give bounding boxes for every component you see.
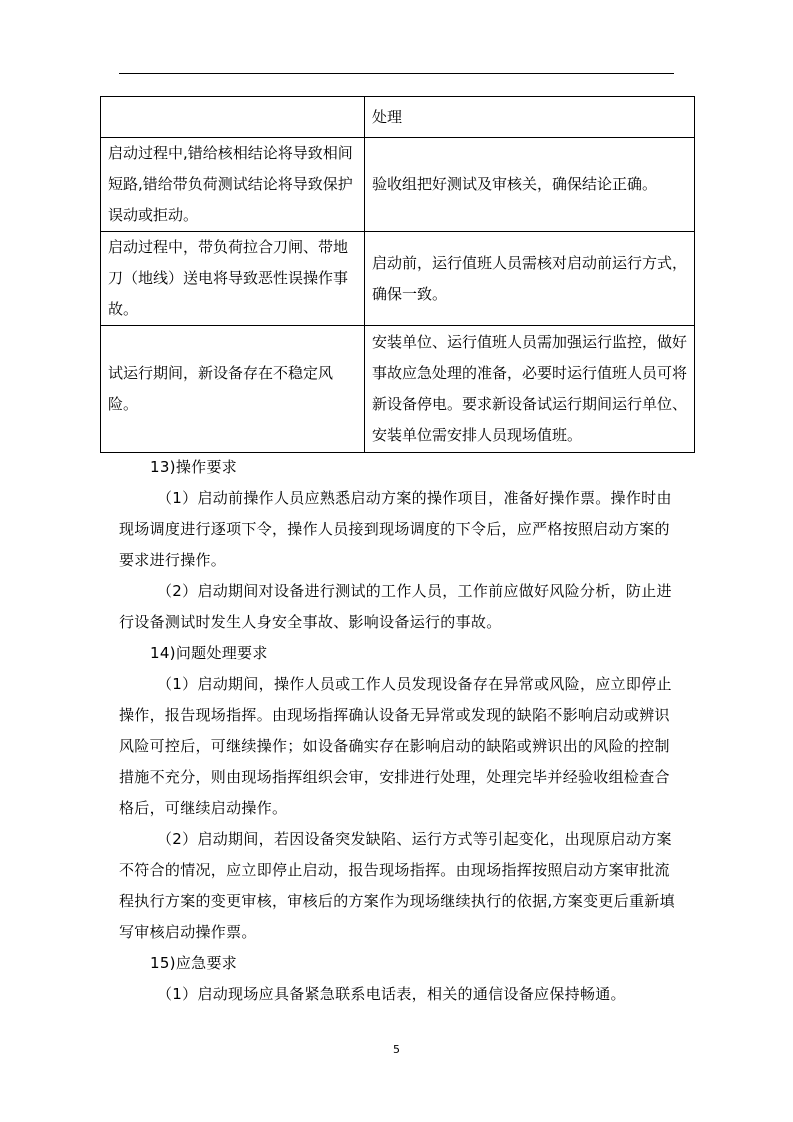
- paragraph: （1）启动现场应具备紧急联系电话表，相关的通信设备应保持畅通。: [157, 985, 626, 1003]
- paragraph: （2）启动期间，若因设备突发缺陷、运行方式等引起变化，出现原启动方案不符合的情况，应立即停止启动，报告现场指挥。由现场指挥按照启动方案审批流程执行方案的变更审核，审核后的方案作为现场继续执行的依据,方案变更后重新填写审核启动操作票。: [119, 830, 675, 941]
- risk-cell: 启动过程中，带负荷拉合刀闸、带地刀（地线）送电将导致恶性误操作事故。: [101, 232, 365, 326]
- risk-cell: [101, 97, 365, 138]
- table-row: [101, 232, 695, 326]
- section-emergency-requirements: [119, 948, 675, 1010]
- table-row: [101, 138, 695, 232]
- paragraph: （2）启动期间对设备进行测试的工作人员，工作前应做好风险分析，防止进行设备测试时发生人身安全事故、影响设备运行的事故。: [119, 582, 672, 631]
- section-heading: 14)问题处理要求: [150, 644, 268, 662]
- section-heading: 15)应急要求: [150, 954, 238, 972]
- measure-cell: 启动前，运行值班人员需核对启动前运行方式，确保一致。: [365, 232, 695, 326]
- measure-cell: 验收组把好测试及审核关，确保结论正确。: [365, 138, 695, 232]
- table-row: [101, 97, 695, 138]
- measure-cell: 安装单位、运行值班人员需加强运行监控，做好事故应急处理的准备，必要时运行值班人员可将新设备停电。要求新设备试运行期间运行单位、安装单位需安排人员现场值班。: [365, 326, 695, 453]
- measure-cell: 处理: [365, 97, 695, 138]
- paragraph: （1）启动期间，操作人员或工作人员发现设备存在异常或风险，应立即停止操作，报告现场指挥。由现场指挥确认设备无异常或发现的缺陷不影响启动或辨识风险可控后，可继续操作；如设备确实存在影响启动的缺陷或辨识出的风险的控制措施不充分，则由现场指挥组织会审，安排进行处理，处理完毕并经验收组检查合格后，可继续启动操作。: [119, 675, 672, 817]
- risk-cell: 试运行期间，新设备存在不稳定风险。: [101, 326, 365, 453]
- paragraph: （1）启动前操作人员应熟悉启动方案的操作项目，准备好操作票。操作时由现场调度进行逐项下令，操作人员接到现场调度的下令后，应严格按照启动方案的要求进行操作。: [119, 489, 672, 569]
- section-operation-requirements: [119, 452, 675, 638]
- risk-measures-table: [100, 96, 695, 453]
- header-rule: [119, 73, 674, 74]
- section-heading: 13)操作要求: [150, 458, 238, 476]
- table-row: [101, 326, 695, 453]
- risk-cell: 启动过程中,错给核相结论将导致相间短路,错给带负荷测试结论将导致保护误动或拒动。: [101, 138, 365, 232]
- section-issue-handling-requirements: [119, 638, 675, 948]
- page-number: 5: [393, 1043, 400, 1056]
- document-body: [119, 452, 675, 1010]
